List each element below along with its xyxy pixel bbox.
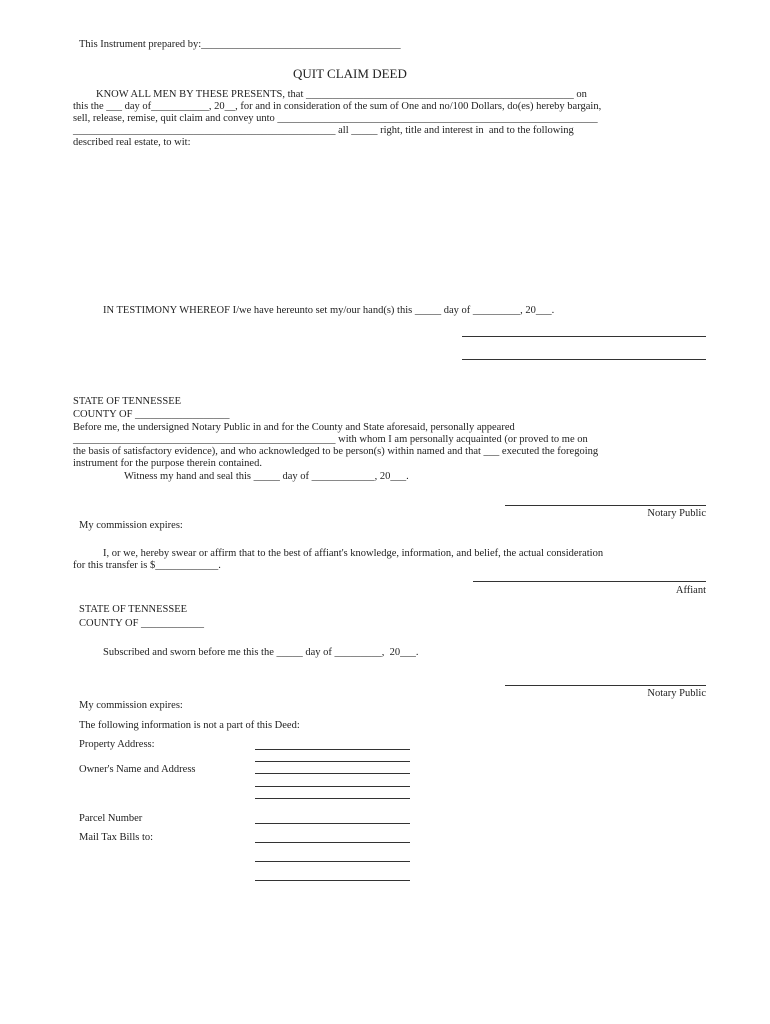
owner-address-line xyxy=(255,773,410,774)
state-heading: STATE OF TENNESSEE xyxy=(73,396,182,407)
info-note: The following information is not a part of this Deed: xyxy=(79,720,300,731)
owner-address-line xyxy=(255,786,410,787)
property-address-line xyxy=(255,749,410,750)
commission-label: My commission expires: xyxy=(79,700,183,711)
county-heading: COUNTY OF ____________ xyxy=(79,618,205,629)
prepared-by-line: This Instrument prepared by:______________________________________ xyxy=(79,39,401,50)
notary-text-line: instrument for the purpose therein contained. xyxy=(73,458,262,469)
state-heading: STATE OF TENNESSEE xyxy=(79,604,188,615)
paragraph-line: KNOW ALL MEN BY THESE PRESENTS, that ___________________________________________________ on xyxy=(96,89,587,100)
notary-text-line: __________________________________________________ with whom I am personally acquainted (or proved to me on xyxy=(73,434,588,445)
testimony-line: IN TESTIMONY WHEREOF I/we have hereunto set my/our hand(s) this _____ day of _________, 20___. xyxy=(103,305,555,316)
signature-line xyxy=(462,336,706,337)
signature-line xyxy=(462,359,706,360)
parcel-number-label: Parcel Number xyxy=(79,813,143,824)
mail-tax-line xyxy=(255,861,410,862)
commission-label: My commission expires: xyxy=(79,520,183,531)
oath-line: I, or we, hereby swear or affirm that to the best of affiant's knowledge, information, and belief, the actual consideration xyxy=(103,548,604,559)
notary-text-line: the basis of satisfactory evidence), and who acknowledged to be person(s) within named and that ___ executed the foregoing xyxy=(73,446,599,457)
owner-address-line xyxy=(255,798,410,799)
notary-signature-line xyxy=(505,685,706,686)
oath-line: for this transfer is $____________. xyxy=(73,560,221,571)
property-address-label: Property Address: xyxy=(79,739,155,750)
paragraph-line: this the ___ day of___________, 20__, for and in consideration of the sum of One and no/100 Dollars, do(es) hereby bargain, xyxy=(73,101,602,112)
subscribed-line: Subscribed and sworn before me this the _____ day of _________, 20___. xyxy=(103,647,419,658)
notary-text-line: Before me, the undersigned Notary Public in and for the County and State aforesaid, personally appeared xyxy=(73,422,515,433)
county-heading: COUNTY OF __________________ xyxy=(73,409,230,420)
mail-tax-line xyxy=(255,842,410,843)
owner-name-label: Owner's Name and Address xyxy=(79,764,196,775)
notary-public-label: Notary Public xyxy=(647,508,706,519)
paragraph-line: described real estate, to wit: xyxy=(73,137,191,148)
paragraph-line: __________________________________________________ all _____ right, title and interest in and to the following xyxy=(73,125,574,136)
notary-public-label: Notary Public xyxy=(647,688,706,699)
mail-tax-line xyxy=(255,880,410,881)
owner-address-line xyxy=(255,761,410,762)
document-title: QUIT CLAIM DEED xyxy=(293,66,407,81)
notary-signature-line xyxy=(505,505,706,506)
mail-tax-label: Mail Tax Bills to: xyxy=(79,832,154,843)
affiant-label: Affiant xyxy=(675,585,706,596)
affiant-signature-line xyxy=(473,581,706,582)
witness-line: Witness my hand and seal this _____ day of ____________, 20___. xyxy=(124,471,409,482)
paragraph-line: sell, release, remise, quit claim and convey unto _____________________________________________________________ xyxy=(73,113,598,124)
parcel-number-line xyxy=(255,823,410,824)
